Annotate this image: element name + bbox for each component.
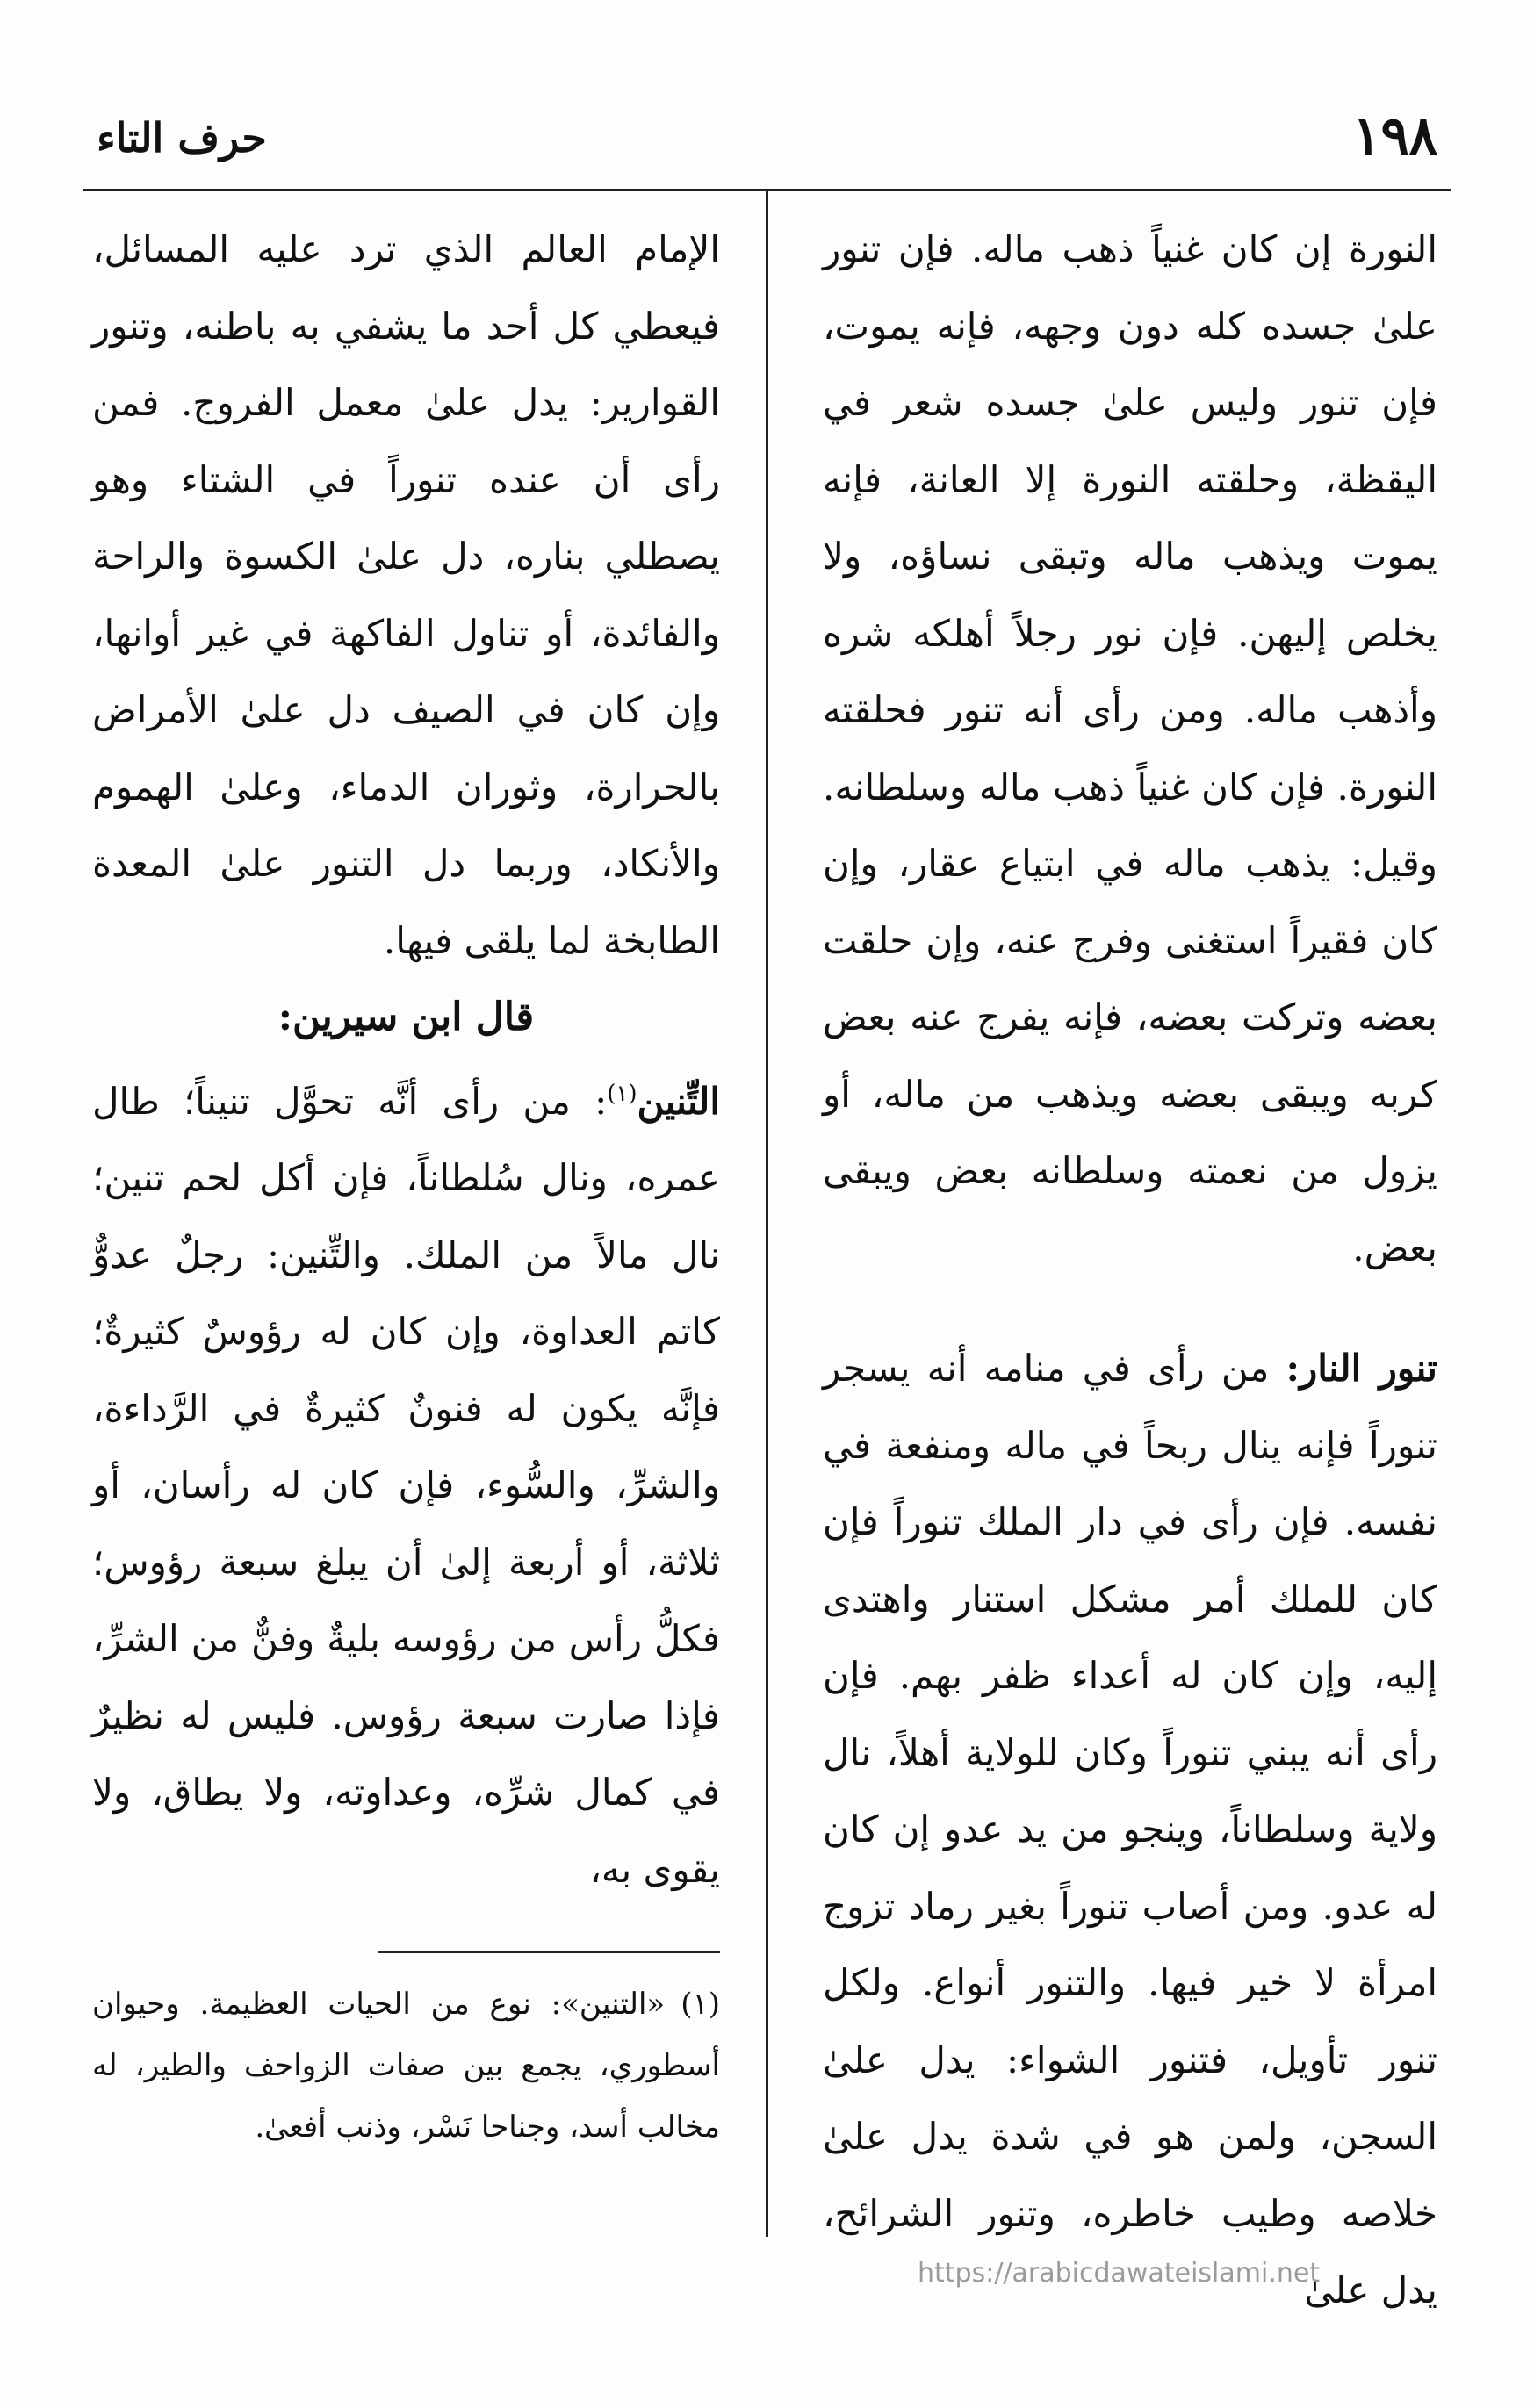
entry-text-tinnin: : من رأى أنَّه تحوَّل تنيناً؛ طال عمره، ونال سُلطاناً، فإن أكل لحم تنين؛ نال مالاً من الملك. والتِّنين: رجلٌ عدوٌّ كاتم العداوة، وإن كان له رؤوسٌ كثيرةٌ؛ فإنَّه يكون له فنونٌ كثيرةٌ في الرَّداءة، والشرِّ، والسُّوء، فإن كان له رأسان، أو ثلاثة، أو أربعة إلىٰ أن يبلغ سبعة رؤوس؛ فكلُّ رأس من رؤوسه بليةٌ وفنٌّ من الشرِّ، فإذا صارت سبعة رؤوس. فليس له نظيرٌ في كمال شرِّه، وعداوته، ولا يطاق، ولا يقوى به، bbox=[92, 1079, 720, 1891]
section-title: حرف التاء bbox=[97, 114, 267, 162]
subsection-heading: قال ابن سيرين: bbox=[277, 995, 535, 1039]
footnote-text: «التنين»: نوع من الحيات العظيمة. وحيوان أسطوري، يجمع بين صفات الزواحف والطير، له مخالب أسد، وجناحا نَسْر، وذنب أفعىٰ. bbox=[92, 1987, 720, 2145]
footnote-number: (١) bbox=[681, 1987, 720, 2022]
left-paragraph-1: الإمام العالم الذي ترد عليه المسائل، فيعطي كل أحد ما يشفي به باطنه، وتنور القوارير: يدل علىٰ معمل الفروج. فمن رأى أن عنده تنوراً في الشتاء وهو يصطلي بناره، دل علىٰ الكسوة والراحة والفائدة، أو تناول الفاكهة في غير أوانها، وإن كان في الصيف دل علىٰ الأمراض بالحرارة، وثوران الدماء، وعلىٰ الهموم والأنكاد، وربما دل التنور علىٰ المعدة الطابخة لما يلقى فيها. bbox=[92, 227, 720, 962]
right-paragraph-2 bbox=[823, 1330, 1437, 2329]
page-header bbox=[97, 105, 1437, 184]
right-paragraph-1: النورة إن كان غنياً ذهب ماله. فإن تنور علىٰ جسده كله دون وجهه، فإنه يموت، فإن تنور وليس علىٰ جسده شعر في اليقظة، وحلقته النورة إلا العانة، فإنه يموت ويذهب ماله وتبقى نساؤه، ولا يخلص إليهن. فإن نور رجلاً أهلكه شره وأذهب ماله. ومن رأى أنه تنور فحلقته النورة. فإن كان غنياً ذهب ماله وسلطانه. وقيل: يذهب ماله في ابتياع عقار، وإن كان فقيراً استغنى وفرج عنه، وإن حلقت بعضه وتركت بعضه، فإنه يفرج عنه بعض كربه ويبقى بعضه ويذهب من ماله، أو يزول من نعمته وسلطانه بعض ويبقى بعض. bbox=[823, 227, 1437, 1269]
right-column bbox=[823, 211, 1437, 2329]
watermark-url: https://arabicdawateislami.net bbox=[918, 2258, 1321, 2289]
page-number: ١٩٨ bbox=[1352, 105, 1437, 167]
entry-text-tannur-nar: من رأى في منامه أنه يسجر تنوراً فإنه ينال ربحاً في ماله ومنفعة في نفسه. فإن رأى في دار الملك تنوراً فإن كان للملك أمر مشكل استنار واهتدى إليه، وإن كان له أعداء ظفر بهم. فإن رأى أنه يبني تنوراً وكان للولاية أهلاً، نال ولاية وسلطاناً، وينجو من يد عدو إن كان له عدو. ومن أصاب تنوراً بغير رماد تزوج امرأة لا خير فيها. والتنور أنواع. ولكل تنور تأويل، فتنور الشواء: يدل علىٰ السجن، ولمن هو في شدة يدل علىٰ خلاصه وطيب خاطره، وتنور الشرائح، يدل علىٰ bbox=[823, 1347, 1437, 2311]
footnote-reference: (١) bbox=[607, 1080, 637, 1107]
entry-term-tinnin: التِّنين bbox=[637, 1079, 720, 1123]
footnote-rule bbox=[378, 1951, 720, 1953]
column-divider bbox=[766, 191, 768, 2237]
entry-term-tannur-nar: تنور النار: bbox=[1286, 1347, 1437, 1390]
left-column bbox=[92, 211, 720, 1908]
footnote bbox=[92, 1973, 720, 2158]
left-paragraph-2 bbox=[92, 1056, 720, 1908]
